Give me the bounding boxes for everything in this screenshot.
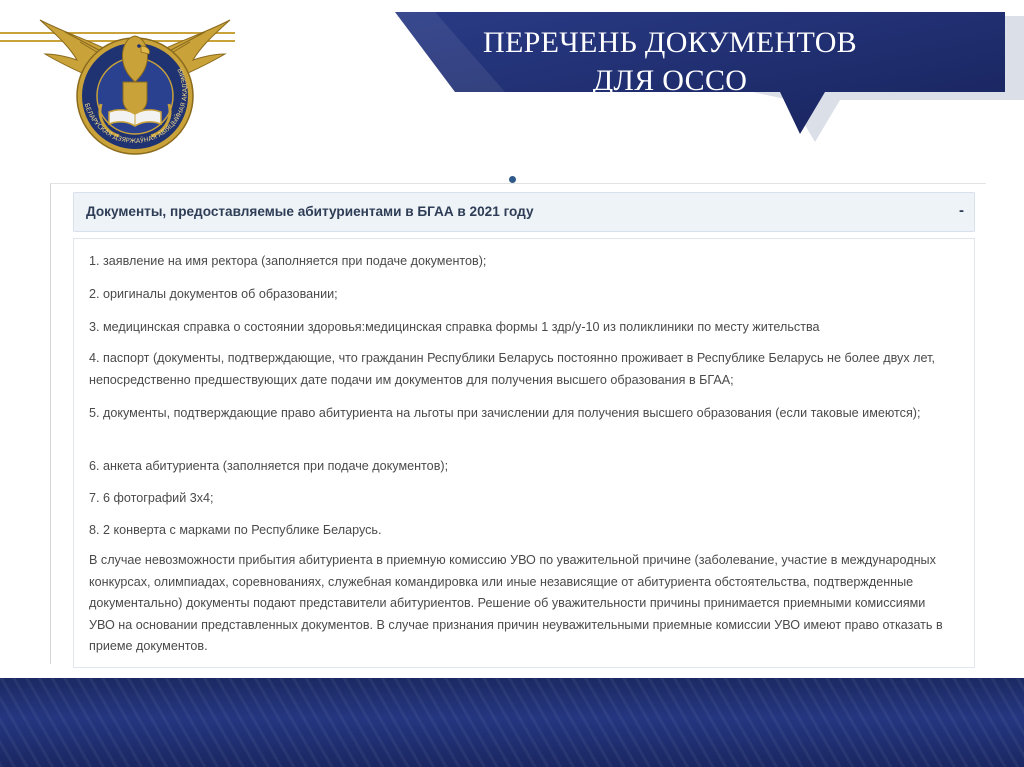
list-item: 7. 6 фотографий 3х4; [89, 491, 214, 505]
title-line-2: ДЛЯ ОССО [592, 64, 748, 97]
list-item: 3. медицинская справка о состоянии здоровья:медицинская справка формы 1 здр/у-10 из поликлиники по месту жительства [89, 320, 820, 334]
accordion-title: Документы, предоставляемые абитуриентами в БГАА в 2021 году [86, 204, 534, 219]
list-item: 8. 2 конверта с марками по Республике Беларусь. [89, 523, 382, 537]
list-item: 1. заявление на имя ректора (заполняется при подаче документов); [89, 254, 487, 268]
list-item: 4. паспорт (документы, подтверждающие, что гражданин Республики Беларусь постоянно проживает в Республике Беларусь не более двух лет, непосредственно предшествующих дате подачи им документов для получения высшего образования в БГАА; [89, 351, 935, 387]
title-line-1: ПЕРЕЧЕНЬ ДОКУМЕНТОВ [483, 26, 857, 59]
note-paragraph: В случае невозможности прибытия абитуриента в приемную комиссию УВО по уважительной причине (заболевание, участие в международных конкурсах, олимпиадах, соревнованиях, служебная командировка или иные независящие от абитуриента обстоятельства, подтвержденные документально) документы подают представители абитуриентов. Решение об уважительности причины принимается приемными комиссиями УВО на основании представленных документов. В случае признания причин неуважительными приемные комиссии УВО имеют право отказать в приеме документов. [89, 553, 943, 653]
page-indicator-dot [509, 176, 516, 183]
accordion-panel [73, 238, 975, 668]
collapse-toggle-icon[interactable]: - [959, 202, 964, 219]
emblem-ring-text: БЕЛАРУСКАЯ ДЗЯРЖАЎНАЯ АВІЯЦЫЙНАЯ АКАДЭМІЯ [82, 66, 190, 146]
footer-band [0, 678, 1024, 767]
accordion-header[interactable] [73, 192, 975, 232]
list-item: 6. анкета абитуриента (заполняется при подаче документов); [89, 459, 449, 473]
list-item: 5. документы, подтверждающие право абитуриента на льготы при зачислении для получения высшего образования (если таковые имеются); [89, 406, 921, 420]
academy-emblem-logo [35, 8, 235, 168]
list-item: 2. оригиналы документов об образовании; [89, 287, 338, 301]
page-title [460, 24, 880, 100]
